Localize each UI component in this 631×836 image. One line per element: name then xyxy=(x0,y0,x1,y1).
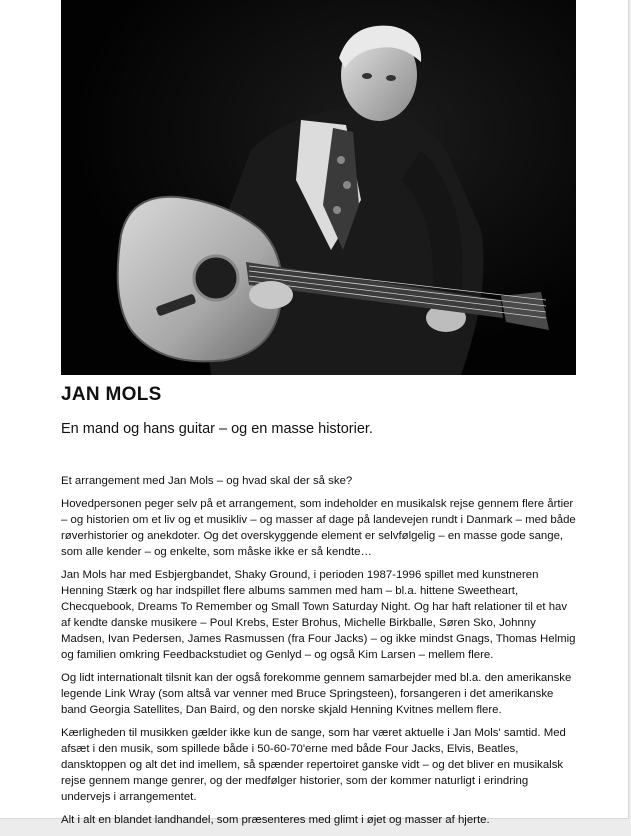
paragraph: Kærligheden til musikken gælder ikke kun de sange, som har været aktuelle i Jan Mols' samtid. Med afsæt i den musik, som spillede både i 50-60-70'erne med både Four Jacks, Elvis, Beatles, dansktoppen og alt det ind imellem, så spænder repertoiret ganske vidt – og det bliver en musikalsk rejse gennem mange genrer, og der medfølger historier, som der kommer naturligt i erindring undervejs i arrangementet. xyxy=(61,727,566,803)
paragraph: Hovedpersonen peger selv på et arrangement, som indeholder en musikalsk rejse gennem flere årtier – og historien om et liv og et musikliv – og masser af dage på landevejen rundt i Danmark – med både røverhistorier og anekdoter. Og det overskyggende element er selvfølgelig – en masse gode sange, som alle kender – og enkelte, som måske ikke er så kendte… xyxy=(61,498,576,558)
article-title: JAN MOLS xyxy=(61,384,162,405)
guitarist-illustration xyxy=(61,0,576,375)
paragraph: Og lidt internationalt tilsnit kan der også forekomme gennem samarbejder med bl.a. den amerikanske legende Link Wray (som altså var venner med Bruce Springsteen), forsangeren i det amerikanske band Georgia Satellites, Dan Baird, og den norske skjald Henning Kvitnes mellem flere. xyxy=(61,672,572,716)
paragraph: Et arrangement med Jan Mols – og hvad skal der så ske? xyxy=(61,475,353,487)
paragraph: Jan Mols har med Esbjergbandet, Shaky Ground, i perioden 1987-1996 spillet med kunstneren Henning Stærk og har indspillet flere albums sammen med ham – bl.a. hittene Sweetheart, Checquebook, Dreams To Remember og Small Town Saturday Night. Og har haft relationer til et hav af kendte danske musikere – Poul Krebs, Ester Brohus, Michelle Birkballe, Søren Sko, Johnny Madsen, Ivan Pedersen, James Rasmussen (fra Four Jacks) – og ikke mindst Gnags, Thomas Helmig og familien omkring Feedbackstudiet og Genlyd – og også Kim Larsen – mellem flere. xyxy=(61,569,576,661)
article-subtitle: En mand og hans guitar – og en masse historier. xyxy=(61,421,373,437)
paragraph: Alt i alt en blandet landhandel, som præsenteres med glimt i øjet og masser af hjerte. xyxy=(61,814,490,826)
guitarist-photo xyxy=(61,0,576,375)
article-body xyxy=(61,473,579,835)
